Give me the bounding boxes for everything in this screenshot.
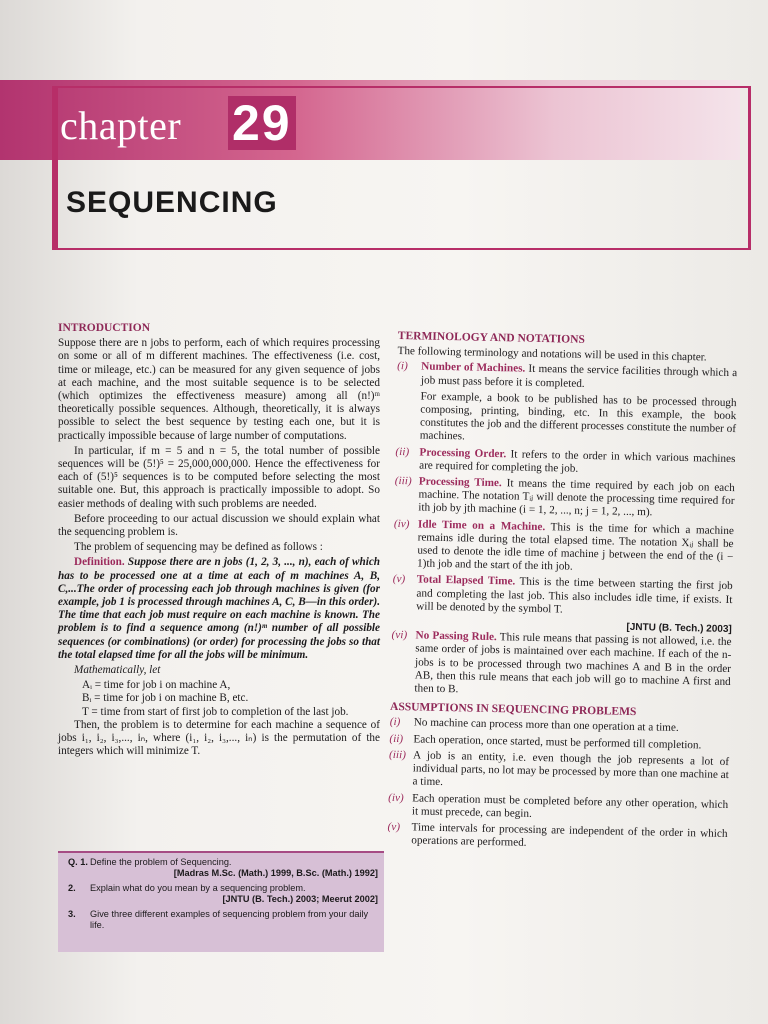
question-text: Give three different examples of sequencing problem from your daily life. [90,909,369,930]
definition [58,556,380,662]
item-number: (v) [387,820,401,834]
terminology-intro: The following terminology and notations will be used in this chapter. [397,345,707,364]
item-text: It means the service facilities through which a job must pass before it is completed. [420,363,738,390]
item-label: Number of Machines. [421,360,526,376]
item-number: (iv) [393,517,410,530]
item-text: This is the time between starting the first job and completing the last job. This also includes idle time, if exists. It will be denoted by the symbol T. [416,576,733,616]
left-column [58,322,380,761]
item-text: Each operation must be completed before any other operation, which it must precede, can begin. [411,791,729,820]
question-item [58,857,384,879]
item-number: (vi) [391,629,408,642]
exam-source: [JNTU (B. Tech.) 2003] [626,621,732,636]
item-label: Total Elapsed Time. [416,573,516,588]
terminology-item [395,446,735,480]
question-number: Q. 1. [68,857,88,867]
intro-paragraph-2: In particular, if m = 5 and n = 5, the total number of possible sequences will be (5!)⁵ = 25,000,000,000. Hence the effectiveness for each of (5!)⁵ sequences is to be computed before selecting the most suitable one. But, this approach is practically impossible to adopt. So easier methods of dealing with such problems are needed. [58,444,380,510]
question-text: Define the problem of Sequencing. [90,857,232,867]
item-text: A job is an entity, i.e. even though the job represents a lot of individual parts, no lot may be processed by more than one machine at a time. [412,749,730,789]
intro-paragraph-1: Suppose there are n jobs to perform, each of which requires processing on some or all of m different machines. The effectiveness (i.e. cost, time or mileage, etc.) can be measured for any given sequence of jobs at each machine, and the most suitable sequence is to be selected (which optimizes the effectiveness measure) among all (n!)ᵐ theoretically possible sequences. Although, theoretically, it is always possible to select the best sequence by testing each one, but it is practically impossible because of large number of computations. [58,337,380,442]
math-line-2: Bᵢ = time for job i on machine B, etc. [82,692,249,705]
item-number: (iii) [394,474,412,488]
item-label: Processing Order. [419,446,507,460]
question-text: Explain what do you mean by a sequencing problem. [90,883,306,893]
assumptions-heading: ASSUMPTIONS IN SEQUENCING PROBLEMS [389,701,637,719]
terminology-item [394,475,735,522]
question-number: 2. [68,883,76,893]
chapter-title: SEQUENCING [66,186,278,219]
item-text: Time intervals for processing are independent of the order in which operations are performed. [411,821,728,849]
item-number: (i) [397,360,408,373]
item-text: It refers to the order in which various machines are required for completing the job. [419,448,736,475]
terminology-item [392,573,733,620]
definition-label: Definition. [74,556,125,569]
assumption-item [387,821,727,855]
math-line-1: Aᵢ = time for job i on machine A, [82,679,231,692]
item-text: No machine can process more than one operation at a time. [413,716,679,735]
terminology-item [396,390,737,450]
intro-paragraph-3: Before proceeding to our actual discussion we should explain what the sequencing problem is. [58,512,380,539]
item-number: (iii) [388,748,407,762]
question-source: [JNTU (B. Tech.) 2003; Meerut 2002] [222,894,378,904]
math-line-3: T = time from start of first job to completion of the last job. [82,705,349,718]
item-text: For example, a book to be published has to be processed through composing, printing, binding, etc. In this example, the book constitutes the job and the different processes constitute the number of machines. [419,390,737,443]
item-number: (ii) [395,445,410,458]
chapter-number: 29 [228,96,296,150]
item-text: This is the time for which a machine remains idle during the total elapsed time. The notation Xᵢⱼ shall be used to denote the idle time of machine j between the end of the (i − 1)th job and the start of the ith job. [416,520,734,573]
terminology-item [390,629,731,702]
item-number: (iv) [388,791,404,804]
item-number: (ii) [389,732,404,745]
questions-box [58,851,384,952]
item-label: Processing Time. [418,475,502,490]
terminology-item [397,360,737,394]
assumption-item [388,749,729,796]
terminology-heading: TERMINOLOGY AND NOTATIONS [397,330,585,346]
question-item [58,909,384,931]
intro-paragraph-5: Then, the problem is to determine for each machine a sequence of jobs i₁, i₂, i₃,..., iₙ, where (i₁, i₂, i₃,..., iₙ) is the permutation of the integers which will minimize T. [58,718,380,758]
item-text: This rule means that passing is not allowed, i.e. the same order of jobs is maintained over each machine. If each of the n-jobs is to be processed through two machines A and B in the order AB, then this rule means that each job will go to machine A first and then to B. [414,631,732,696]
terminology-item [393,518,734,578]
question-source: [Madras M.Sc. (Math.) 1999, B.Sc. (Math.) 1992] [173,868,378,878]
item-text: It means the time required by each job on each machine. The notation Tᵢⱼ will denote the processing time required for ith job by jth machine (i = 1, 2, ..., n; j = 1, 2, ..., m). [418,477,735,519]
chapter-word: chapter [60,103,182,148]
item-label: Idle Time on a Machine. [417,518,546,533]
intro-paragraph-4: The problem of sequencing may be defined as follows : [74,541,323,554]
question-item [58,883,384,905]
assumption-item [388,791,728,825]
item-number: (v) [392,573,406,586]
item-label: No Passing Rule. [415,629,497,644]
item-number: (i) [389,716,401,729]
item-text: Each operation, once started, must be performed till completion. [413,733,702,752]
right-column [387,330,738,857]
item-number [396,390,421,443]
math-label: Mathematically, let [74,664,161,677]
introduction-heading: INTRODUCTION [58,322,151,334]
question-number: 3. [68,909,76,919]
definition-text: Suppose there are n jobs (1, 2, 3, ..., n), each of which has to be processed one at a time at each of m machines A, B, C,...The order of processing each job through machines is given (for example, job 1 is processed through machines A, C, B—in this order). The time that each job must require on each machine is known. The problem is to find a sequence among (n!)ᵐ number of all possible sequences (or combinations) (or order) for processing the jobs so that the total elapsed time for all the jobs will be minimum. [58,556,381,661]
